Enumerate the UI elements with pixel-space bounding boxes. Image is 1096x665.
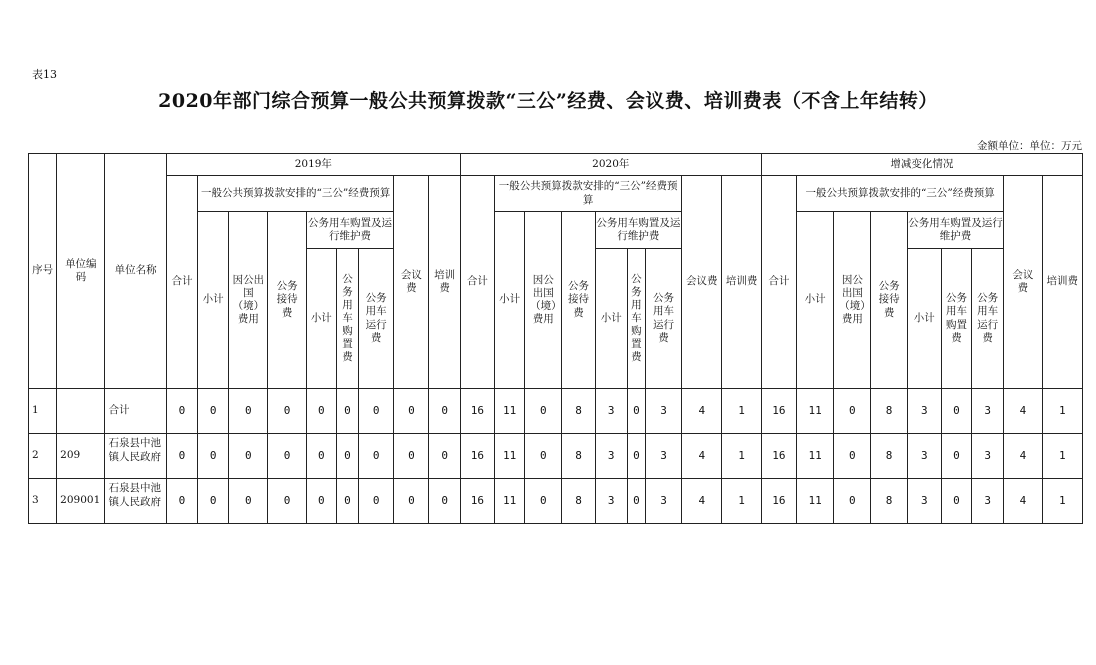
cell-seq: 2	[29, 434, 57, 479]
cell-code	[57, 389, 105, 434]
header-change-meeting: 会议费	[1004, 176, 1042, 389]
unit-note: 金额单位：单位：万元	[977, 140, 1082, 152]
header-2020-vehicle-subtotal: 小计	[595, 249, 627, 389]
header-2020-abroad: 因公出国（境）费用	[525, 212, 562, 389]
cell-seq: 1	[29, 389, 57, 434]
cell-value: 0	[525, 434, 562, 479]
cell-value: 0	[268, 434, 306, 479]
cell-value: 11	[797, 479, 834, 524]
header-change-subtotal: 小计	[797, 212, 834, 389]
cell-value: 0	[198, 389, 229, 434]
cell-value: 0	[306, 389, 336, 434]
header-change: 增减变化情况	[761, 154, 1082, 176]
cell-value: 3	[645, 434, 681, 479]
header-2019-vehicle-purchase: 公务用车购置费	[336, 249, 358, 389]
cell-seq: 3	[29, 479, 57, 524]
cell-value: 8	[871, 479, 907, 524]
cell-value: 0	[941, 479, 971, 524]
cell-value: 3	[972, 434, 1004, 479]
cell-value: 16	[761, 389, 796, 434]
cell-value: 8	[871, 389, 907, 434]
header-2019-training: 培训费	[429, 176, 460, 389]
cell-value: 1	[1042, 479, 1082, 524]
cell-value: 0	[627, 389, 645, 434]
cell-value: 4	[1004, 434, 1042, 479]
cell-code: 209	[57, 434, 105, 479]
cell-value: 0	[394, 389, 429, 434]
cell-value: 1	[1042, 434, 1082, 479]
cell-value: 0	[394, 479, 429, 524]
cell-value: 0	[941, 389, 971, 434]
cell-value: 0	[336, 389, 358, 434]
header-change-vehicle-subtotal: 小计	[907, 249, 941, 389]
cell-value: 0	[306, 479, 336, 524]
cell-value: 0	[941, 434, 971, 479]
header-year-2020: 2020年	[460, 154, 761, 176]
cell-value: 0	[627, 479, 645, 524]
cell-value: 0	[429, 389, 460, 434]
cell-value: 1	[722, 479, 761, 524]
cell-value: 0	[166, 479, 197, 524]
cell-value: 8	[562, 434, 595, 479]
cell-value: 3	[595, 434, 627, 479]
cell-value: 0	[429, 479, 460, 524]
cell-value: 11	[495, 434, 525, 479]
cell-value: 0	[834, 434, 871, 479]
cell-value: 3	[595, 389, 627, 434]
cell-value: 3	[645, 389, 681, 434]
cell-value: 0	[359, 389, 394, 434]
cell-value: 0	[229, 479, 268, 524]
header-2019-subtotal: 小计	[198, 212, 229, 389]
cell-value: 0	[306, 434, 336, 479]
cell-name: 石泉县中池镇人民政府	[105, 434, 166, 479]
table-row	[29, 434, 1083, 479]
header-2020-reception: 公务接待费	[562, 212, 595, 389]
header-change-vehicle-purchase: 公务用车购置费	[941, 249, 971, 389]
page-title: 2020年部门综合预算一般公共预算拨款“三公”经费、会议费、培训费表（不含上年结转）	[158, 90, 938, 112]
cell-value: 0	[834, 389, 871, 434]
cell-value: 0	[229, 389, 268, 434]
table-number-tag: 表13	[32, 68, 57, 81]
header-change-total: 合计	[761, 176, 796, 389]
header-year-2019: 2019年	[166, 154, 460, 176]
cell-value: 0	[627, 434, 645, 479]
header-change-reception: 公务接待费	[871, 212, 907, 389]
cell-value: 4	[682, 389, 722, 434]
cell-value: 0	[834, 479, 871, 524]
header-change-vehicle-group: 公务用车购置及运行维护费	[907, 212, 1004, 249]
cell-value: 3	[645, 479, 681, 524]
cell-value: 3	[972, 479, 1004, 524]
header-2019-meeting: 会议费	[394, 176, 429, 389]
cell-value: 16	[761, 434, 796, 479]
header-2019-reception: 公务接待费	[268, 212, 306, 389]
cell-name: 合计	[105, 389, 166, 434]
header-2019-abroad: 因公出国（境）费用	[229, 212, 268, 389]
header-2020-vehicle-purchase: 公务用车购置费	[627, 249, 645, 389]
cell-value: 0	[166, 389, 197, 434]
header-unit-name: 单位名称	[105, 154, 166, 389]
header-change-abroad: 因公出国（境）费用	[834, 212, 871, 389]
cell-value: 0	[525, 389, 562, 434]
header-2020-total: 合计	[460, 176, 494, 389]
cell-value: 16	[460, 479, 494, 524]
cell-name: 石泉县中池镇人民政府	[105, 479, 166, 524]
cell-value: 16	[460, 389, 494, 434]
cell-value: 0	[336, 479, 358, 524]
header-2020-meeting: 会议费	[682, 176, 722, 389]
header-seq: 序号	[29, 154, 57, 389]
header-2020-three-public: 一般公共预算拨款安排的“三公”经费预算	[495, 176, 682, 212]
header-2020-vehicle-operation: 公务用车运行费	[645, 249, 681, 389]
cell-value: 11	[495, 479, 525, 524]
cell-value: 11	[797, 389, 834, 434]
cell-value: 0	[359, 479, 394, 524]
header-row-1	[29, 154, 1083, 176]
cell-value: 11	[797, 434, 834, 479]
table-row-total	[29, 389, 1083, 434]
header-2019-three-public: 一般公共预算拨款安排的“三公”经费预算	[198, 176, 394, 212]
cell-value: 4	[1004, 389, 1042, 434]
header-2020-training: 培训费	[722, 176, 761, 389]
cell-value: 16	[761, 479, 796, 524]
cell-code: 209001	[57, 479, 105, 524]
cell-value: 3	[972, 389, 1004, 434]
header-2019-vehicle-operation: 公务用车运行费	[359, 249, 394, 389]
cell-value: 1	[722, 389, 761, 434]
cell-value: 8	[871, 434, 907, 479]
header-row-2	[29, 176, 1083, 212]
cell-value: 0	[229, 434, 268, 479]
header-2019-vehicle-group: 公务用车购置及运行维护费	[306, 212, 394, 249]
cell-value: 8	[562, 389, 595, 434]
cell-value: 0	[268, 479, 306, 524]
cell-value: 0	[166, 434, 197, 479]
budget-table	[28, 153, 1083, 524]
cell-value: 3	[907, 389, 941, 434]
table-row	[29, 479, 1083, 524]
cell-value: 3	[595, 479, 627, 524]
cell-value: 4	[682, 434, 722, 479]
header-change-training: 培训费	[1042, 176, 1082, 389]
header-2019-vehicle-subtotal: 小计	[306, 249, 336, 389]
cell-value: 0	[268, 389, 306, 434]
cell-value: 1	[1042, 389, 1082, 434]
cell-value: 3	[907, 479, 941, 524]
header-change-three-public: 一般公共预算拨款安排的“三公”经费预算	[797, 176, 1004, 212]
cell-value: 0	[394, 434, 429, 479]
cell-value: 4	[682, 479, 722, 524]
cell-value: 1	[722, 434, 761, 479]
cell-value: 16	[460, 434, 494, 479]
cell-value: 0	[198, 479, 229, 524]
cell-value: 8	[562, 479, 595, 524]
cell-value: 0	[429, 434, 460, 479]
header-2020-vehicle-group: 公务用车购置及运行维护费	[595, 212, 682, 249]
header-2019-total: 合计	[166, 176, 197, 389]
cell-value: 0	[198, 434, 229, 479]
cell-value: 0	[359, 434, 394, 479]
header-2020-subtotal: 小计	[495, 212, 525, 389]
header-change-vehicle-operation: 公务用车运行费	[972, 249, 1004, 389]
cell-value: 0	[525, 479, 562, 524]
header-unit-code: 单位编码	[57, 154, 105, 389]
cell-value: 0	[336, 434, 358, 479]
cell-value: 11	[495, 389, 525, 434]
cell-value: 3	[907, 434, 941, 479]
cell-value: 4	[1004, 479, 1042, 524]
